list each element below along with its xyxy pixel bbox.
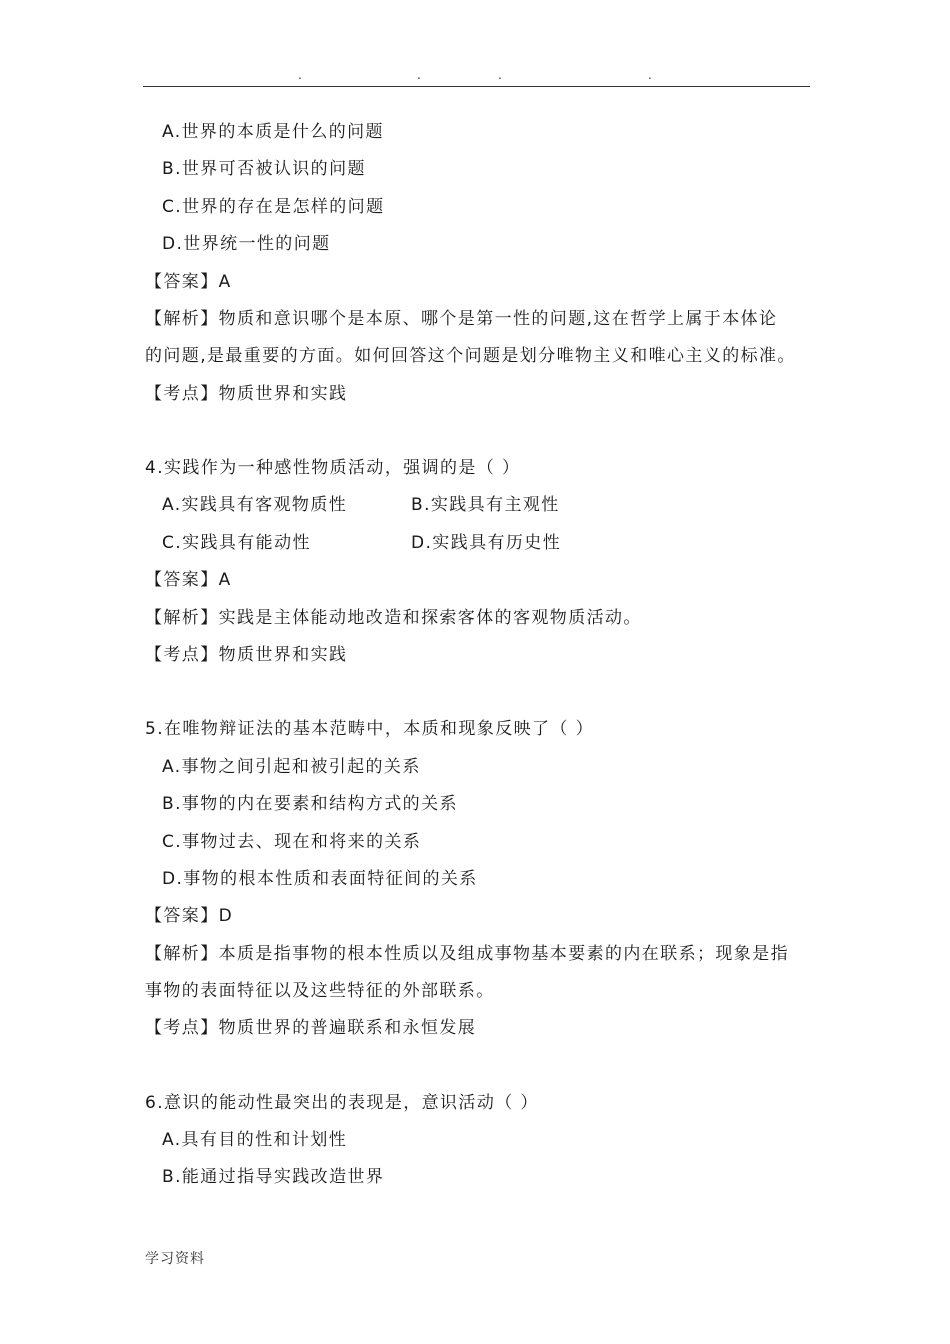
q3-analysis-line2: 的问题,是最重要的方面。如何回答这个问题是划分唯物主义和唯心主义的标准。: [145, 346, 796, 366]
q4-answer: 【答案】A: [145, 570, 232, 590]
q5-option-d: D.事物的根本性质和表面特征间的关系: [162, 869, 478, 889]
header-dots: [143, 68, 810, 82]
q5-question: 5.在唯物辩证法的基本范畴中，本质和现象反映了（ ）: [145, 719, 595, 739]
q4-point: 【考点】物质世界和实践: [145, 645, 348, 665]
q4-question: 4.实践作为一种感性物质活动，强调的是（ ）: [145, 458, 521, 478]
q5-analysis-line2: 事物的表面特征以及这些特征的外部联系。: [145, 981, 495, 1001]
q5-option-b: B.事物的内在要素和结构方式的关系: [162, 794, 458, 814]
q5-answer: 【答案】D: [145, 906, 234, 926]
q4-option-b: B.实践具有主观性: [411, 495, 560, 515]
q3-option-a: A.世界的本质是什么的问题: [162, 122, 384, 142]
q6-option-a: A.具有目的性和计划性: [162, 1130, 348, 1150]
header-dot: .: [298, 68, 302, 82]
header-dot: .: [417, 68, 421, 82]
page-footer-label: 学习资料: [145, 1251, 205, 1267]
q5-analysis-line1: 【解析】本质是指事物的根本性质以及组成事物基本要素的内在联系；现象是指: [145, 944, 789, 964]
q3-analysis-line1: 【解析】物质和意识哪个是本原、哪个是第一性的问题,这在哲学上属于本体论: [145, 309, 778, 329]
q5-option-a: A.事物之间引起和被引起的关系: [162, 757, 421, 777]
header-dot: .: [648, 68, 652, 82]
q4-option-c: C.实践具有能动性: [162, 533, 311, 553]
q6-question: 6.意识的能动性最突出的表现是，意识活动（ ）: [145, 1093, 539, 1113]
q5-point: 【考点】物质世界的普遍联系和永恒发展: [145, 1018, 477, 1038]
q5-option-c: C.事物过去、现在和将来的关系: [162, 832, 422, 852]
q3-answer: 【答案】A: [145, 272, 232, 292]
q3-option-c: C.世界的存在是怎样的问题: [162, 197, 385, 217]
q3-option-d: D.世界统一性的问题: [162, 234, 331, 254]
q3-point: 【考点】物质世界和实践: [145, 384, 348, 404]
header-dot: .: [498, 68, 502, 82]
q6-option-b: B.能通过指导实践改造世界: [162, 1167, 385, 1187]
q4-option-a: A.实践具有客观物质性: [162, 495, 348, 515]
q4-option-d: D.实践具有历史性: [411, 533, 562, 553]
q3-option-b: B.世界可否被认识的问题: [162, 159, 366, 179]
q4-analysis: 【解析】实践是主体能动地改造和探索客体的客观物质活动。: [145, 608, 642, 628]
header-rule: [143, 86, 810, 87]
